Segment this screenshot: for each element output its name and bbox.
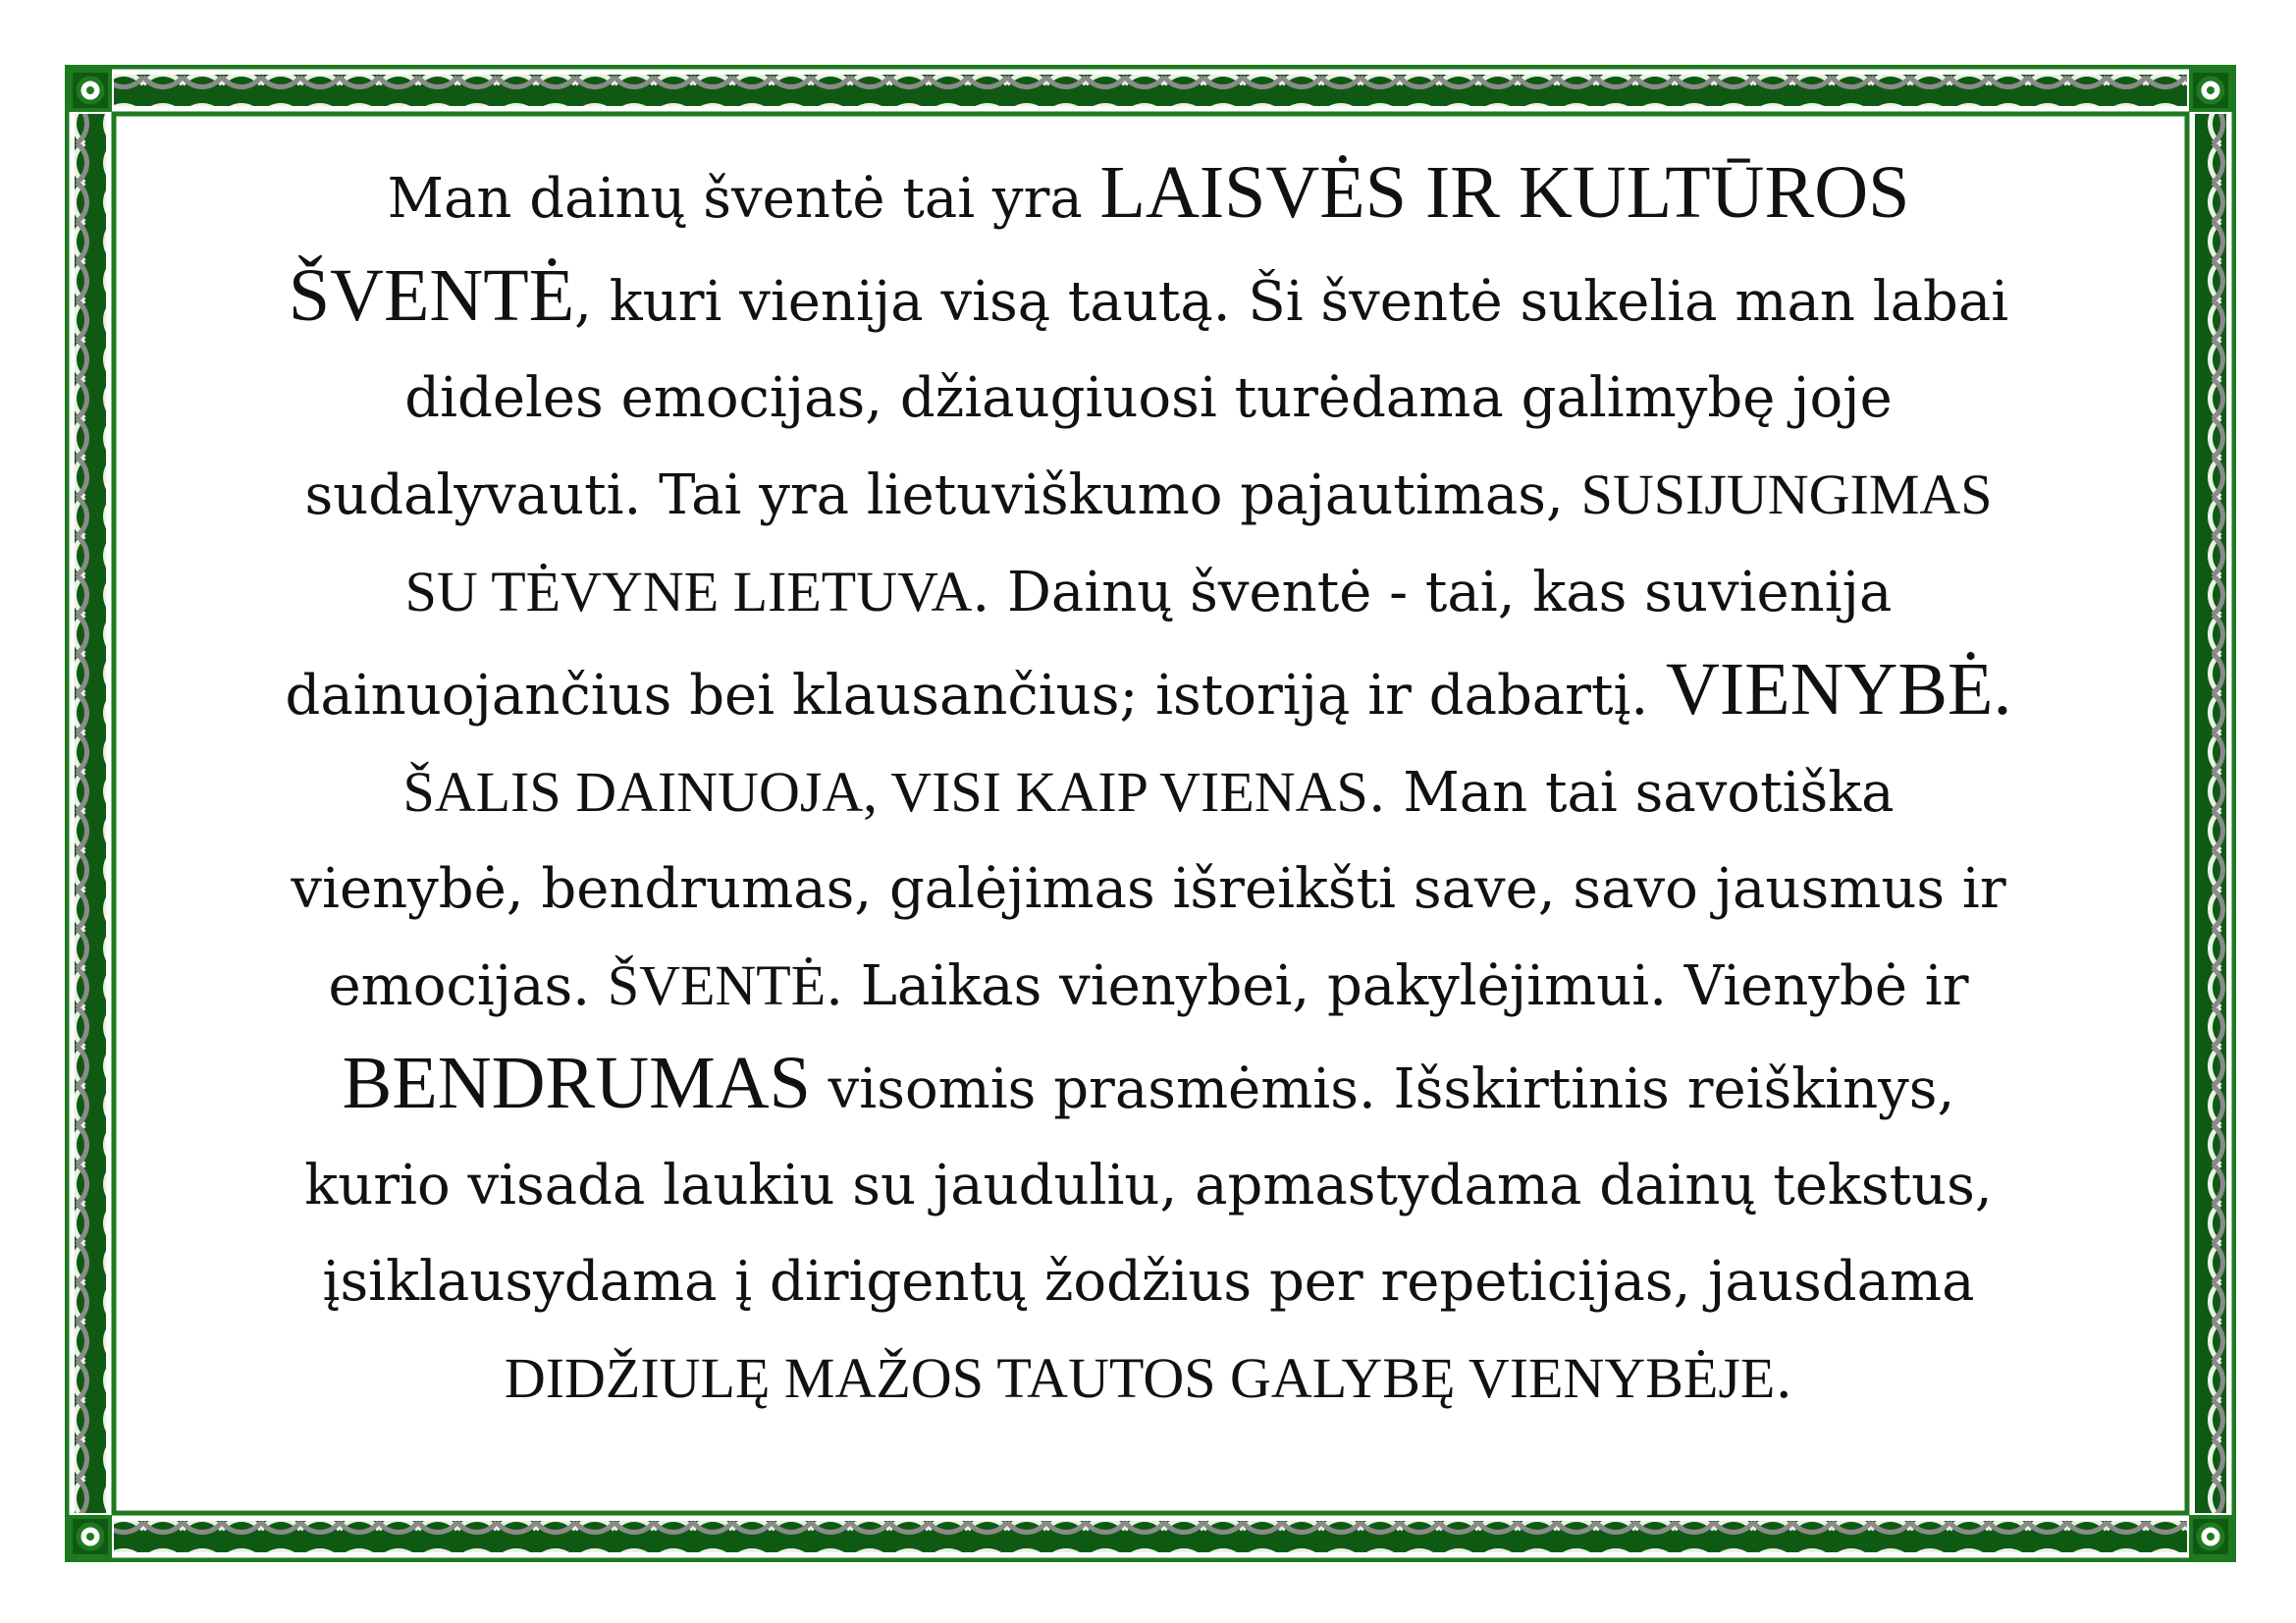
- text-line: [123, 247, 2174, 351]
- text-line: [123, 938, 2174, 1035]
- circle-knot-icon: [2191, 71, 2230, 110]
- border-rope-bottom: [114, 1521, 2187, 1552]
- emphasis-segment: BENDRUMAS: [342, 1042, 811, 1124]
- text-segment: įsiklausydama į dirigentų žodžius per repeticijas, jausdama: [322, 1250, 1975, 1314]
- border-rope-top: [114, 75, 2187, 106]
- text-segment: emocijas.: [328, 954, 608, 1018]
- text-line: [123, 447, 2174, 544]
- circle-knot-icon: [71, 1517, 110, 1556]
- text-segment: visomis prasmėmis. Išskirtinis reiškinys,: [810, 1057, 1955, 1121]
- text-line: [123, 1330, 2174, 1428]
- text-segment: dainuojančius bei klausančius; istoriją ir dabartį.: [285, 664, 1666, 728]
- text-segment: . Laikas vienybei, pakylėjimui. Vienybė ir: [826, 954, 1969, 1018]
- text-segment: kurio visada laukiu su jauduliu, apmastydama dainų tekstus,: [304, 1154, 1993, 1217]
- emphasis-segment: VIENYBĖ.: [1665, 648, 2012, 730]
- text-line: [123, 841, 2174, 938]
- text-segment: vienybė, bendrumas, galėjimas išreikšti save, savo jausmus ir: [291, 857, 2006, 921]
- border-rope-right: [2195, 114, 2226, 1513]
- emphasis-segment: ŠVENTĖ: [607, 953, 827, 1017]
- text-segment: sudalyvauti. Tai yra lietuviškumo pajautimas,: [304, 463, 1581, 527]
- poem-text-block: [123, 126, 2174, 1461]
- text-line: [123, 544, 2174, 641]
- emphasis-segment: DIDŽIULĘ MAŽOS TAUTOS GALYBĘ VIENYBĖJE: [504, 1346, 1776, 1410]
- text-segment: .: [1775, 1347, 1793, 1411]
- text-segment: dideles emocijas, džiaugiuosi turėdama galimybę joje: [404, 366, 1893, 430]
- text-segment: . Dainų šventė - tai, kas suvienija: [972, 561, 1893, 624]
- text-line: [123, 1234, 2174, 1330]
- emphasis-segment: LAISVĖS IR KULTŪROS: [1099, 151, 1910, 234]
- emphasis-segment: SU TĖVYNE LIETUVA: [404, 560, 973, 623]
- emphasis-segment: ŠALIS DAINUOJA, VISI KAIP VIENAS: [402, 760, 1368, 824]
- emphasis-segment: SUSIJUNGIMAS: [1580, 462, 1993, 526]
- text-segment: . Man tai savotiška: [1367, 761, 1895, 825]
- circle-knot-icon: [71, 71, 110, 110]
- text-line: [123, 641, 2174, 744]
- text-line: [123, 1138, 2174, 1234]
- text-line: [123, 144, 2174, 247]
- emphasis-segment: ŠVENTĖ: [288, 254, 575, 337]
- text-line: [123, 351, 2174, 447]
- text-line: [123, 1035, 2174, 1138]
- text-segment: , kuri vienija visą tautą. Ši šventė sukelia man labai: [574, 270, 2009, 334]
- circle-knot-icon: [2191, 1517, 2230, 1556]
- border-rope-left: [75, 114, 106, 1513]
- text-line: [123, 744, 2174, 841]
- text-segment: Man dainų šventė tai yra: [387, 167, 1100, 231]
